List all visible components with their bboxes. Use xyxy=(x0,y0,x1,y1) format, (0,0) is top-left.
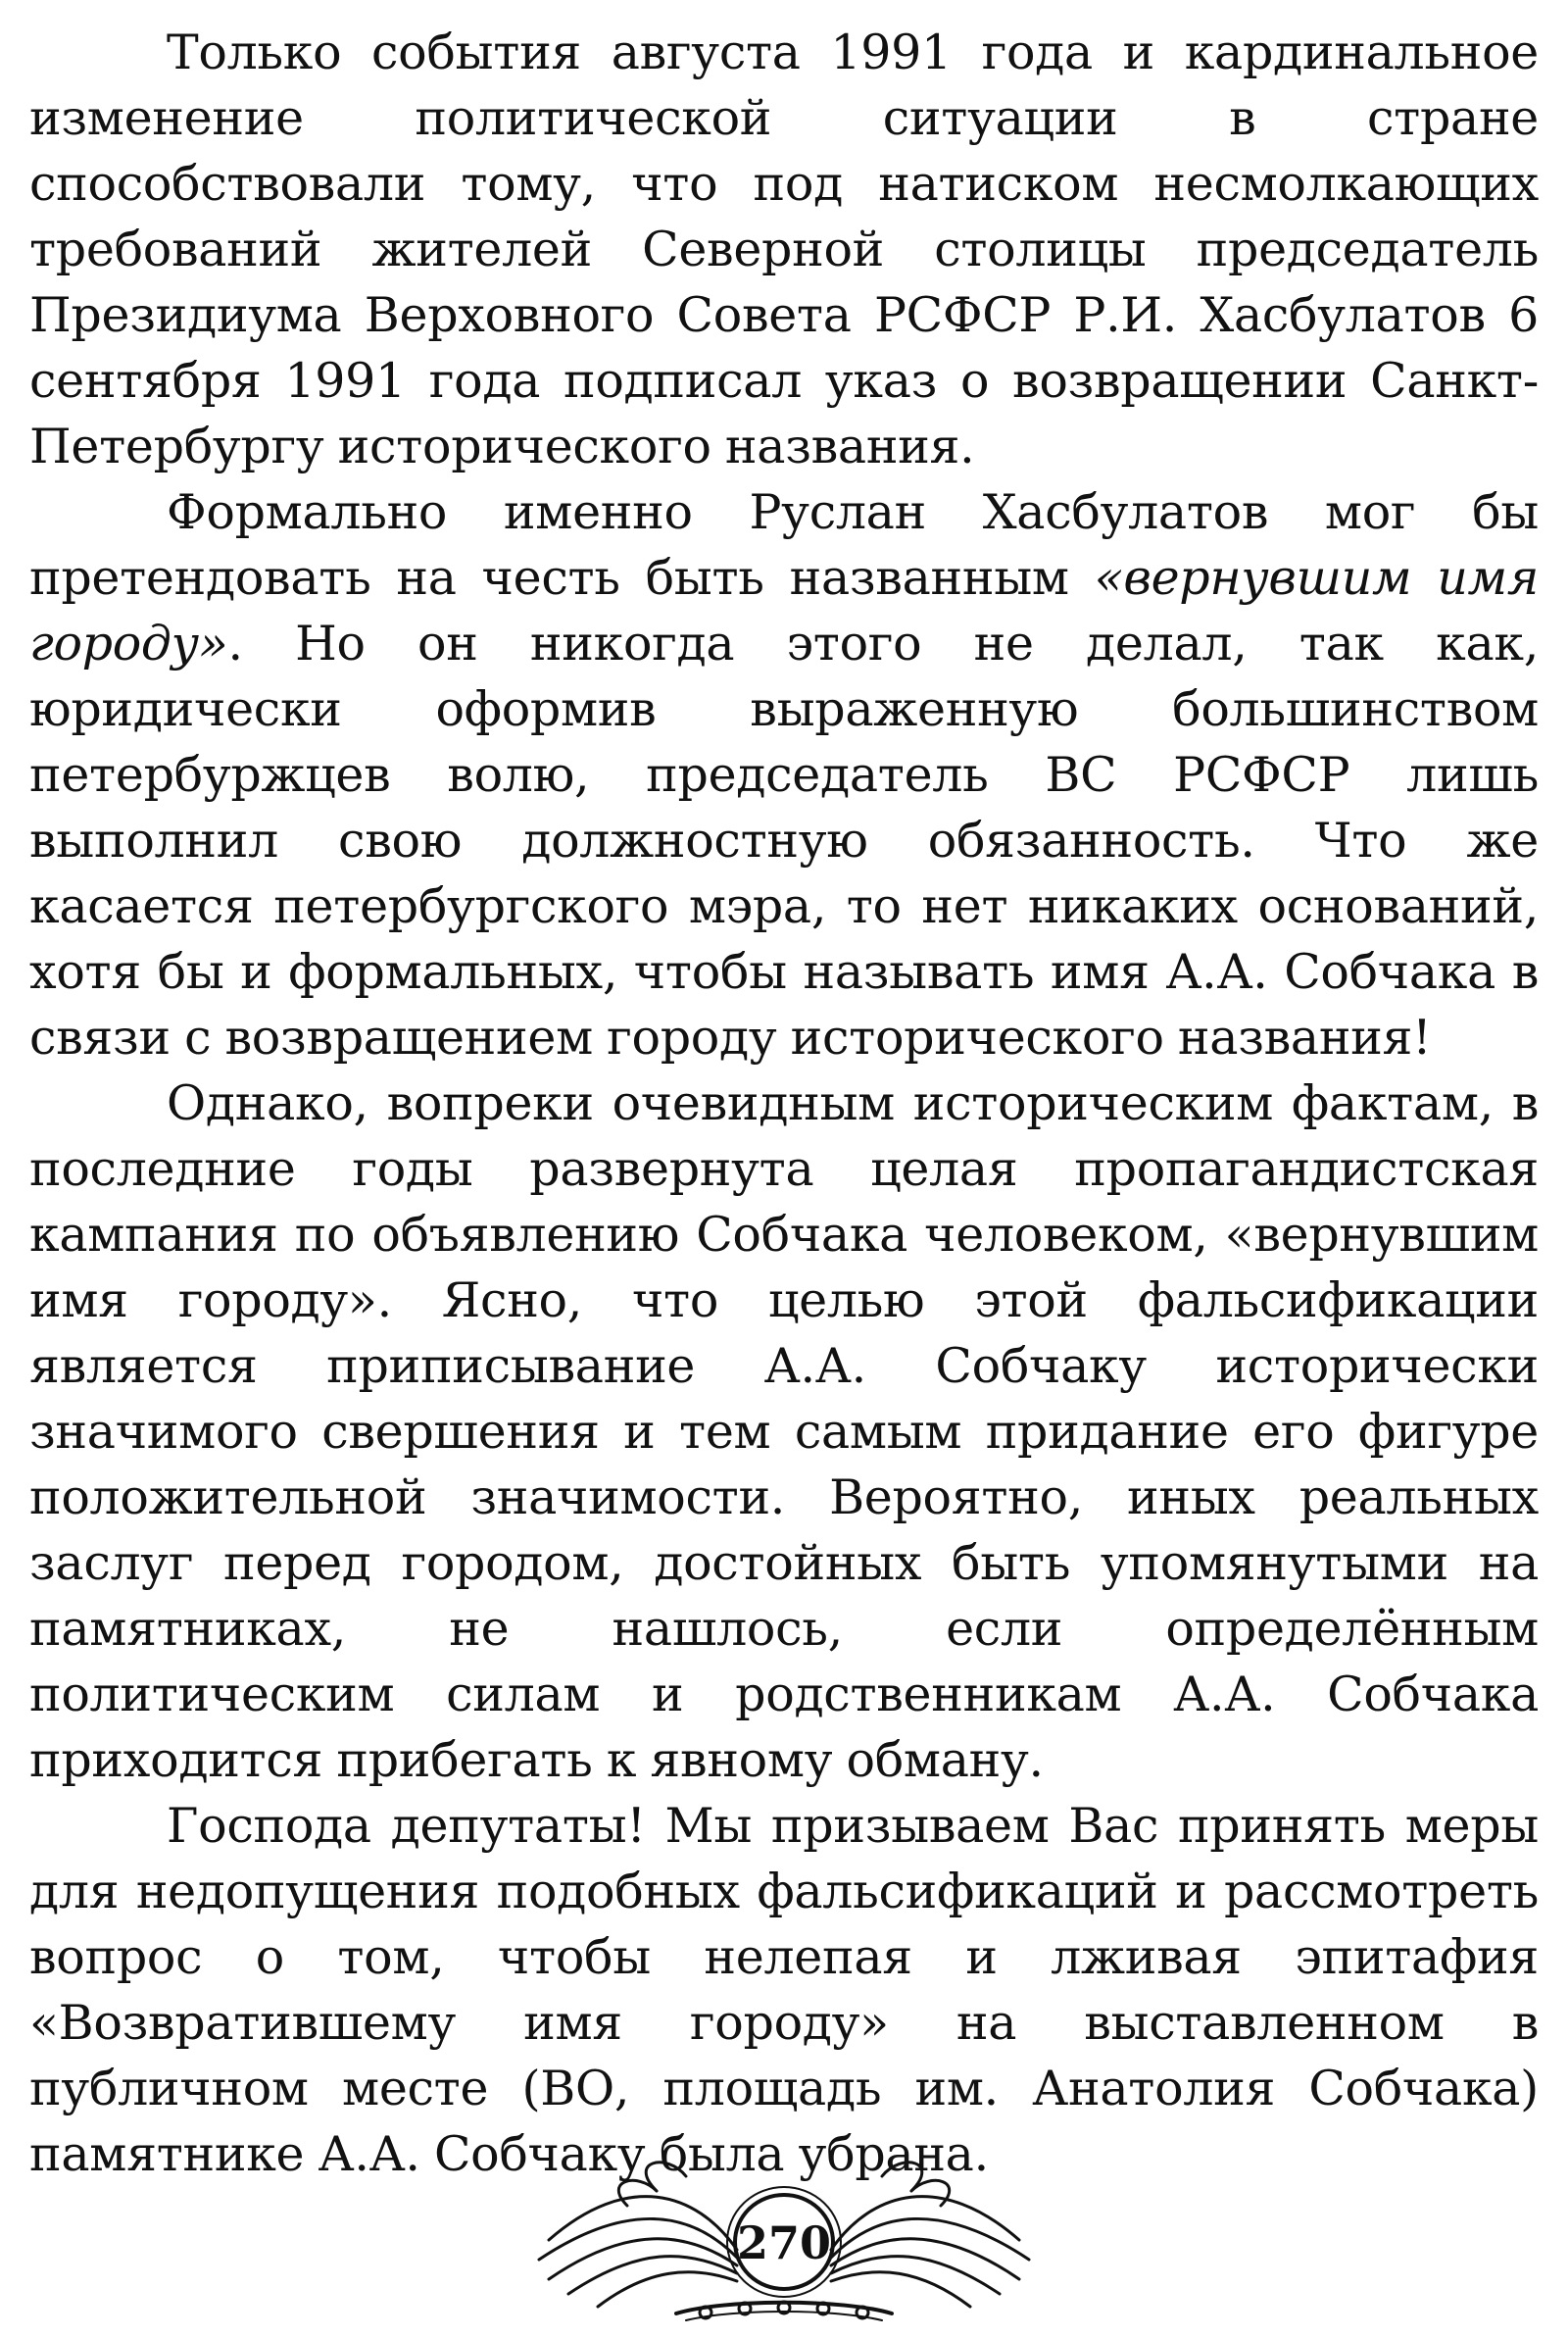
paragraph-3: Однако, вопреки очевидным историческим фактам, в последние годы развернута целая пропагандистская кампания по объявлению Собчака человеком, «вернувшим имя городу». Ясно, что целью этой фальсификации является приписывание А.А. Собчаку исторически значимого свершения и тем самым придание его фигуре положительной значимости. Вероятно, иных реальных заслуг перед городом, достойных быть упомянутыми на памятниках, не нашлось, если определённым политическим силам и родственникам А.А. Собчака приходится прибегать к явному обману. xyxy=(29,1075,1539,1788)
page-footer xyxy=(0,2132,1568,2328)
paragraph-4: Господа депутаты! Мы призываем Вас принять меры для недопущения подобных фальсификаций и рассмотреть вопрос о том, чтобы нелепая и лживая эпитафия «Возвратившему имя городу» на выставленном в публичном месте (ВО, площадь им. Анатолия Собчака) памятнике А.А. Собчаку была убрана. xyxy=(29,1798,1539,2182)
page-number: 270 xyxy=(736,2216,832,2269)
document-body xyxy=(29,20,1539,2187)
paragraph-2 xyxy=(29,479,1539,1070)
paragraph-2-rest: . Но он никогда этого не делал, так как, юридически оформив выраженную большинством петербуржцев волю, председатель ВС РСФСР лишь выполнил свою должностную обязанность. Что же касается петербургского мэра, то нет никаких оснований, хотя бы и формальных, чтобы называть имя А.А. Собчака в связи с возвращением городу исторического названия! xyxy=(29,616,1539,1066)
paragraph-2-start: Формально именно Руслан Хасбулатов мог бы претендовать на честь быть названным xyxy=(29,484,1539,606)
quoted-phrase: «вернувшим имя городу» xyxy=(29,550,1540,672)
paragraph-1: Только события августа 1991 года и кардинальное изменение политической ситуации в стране способствовали тому, что под натиском несмолкающих требований жителей Северной столицы председатель Президиума Верховного Совета РСФСР Р.И. Хасбулатов 6 сентября 1991 года подписал указ о возвращении Санкт-Петербургу исторического названия. xyxy=(29,25,1539,474)
